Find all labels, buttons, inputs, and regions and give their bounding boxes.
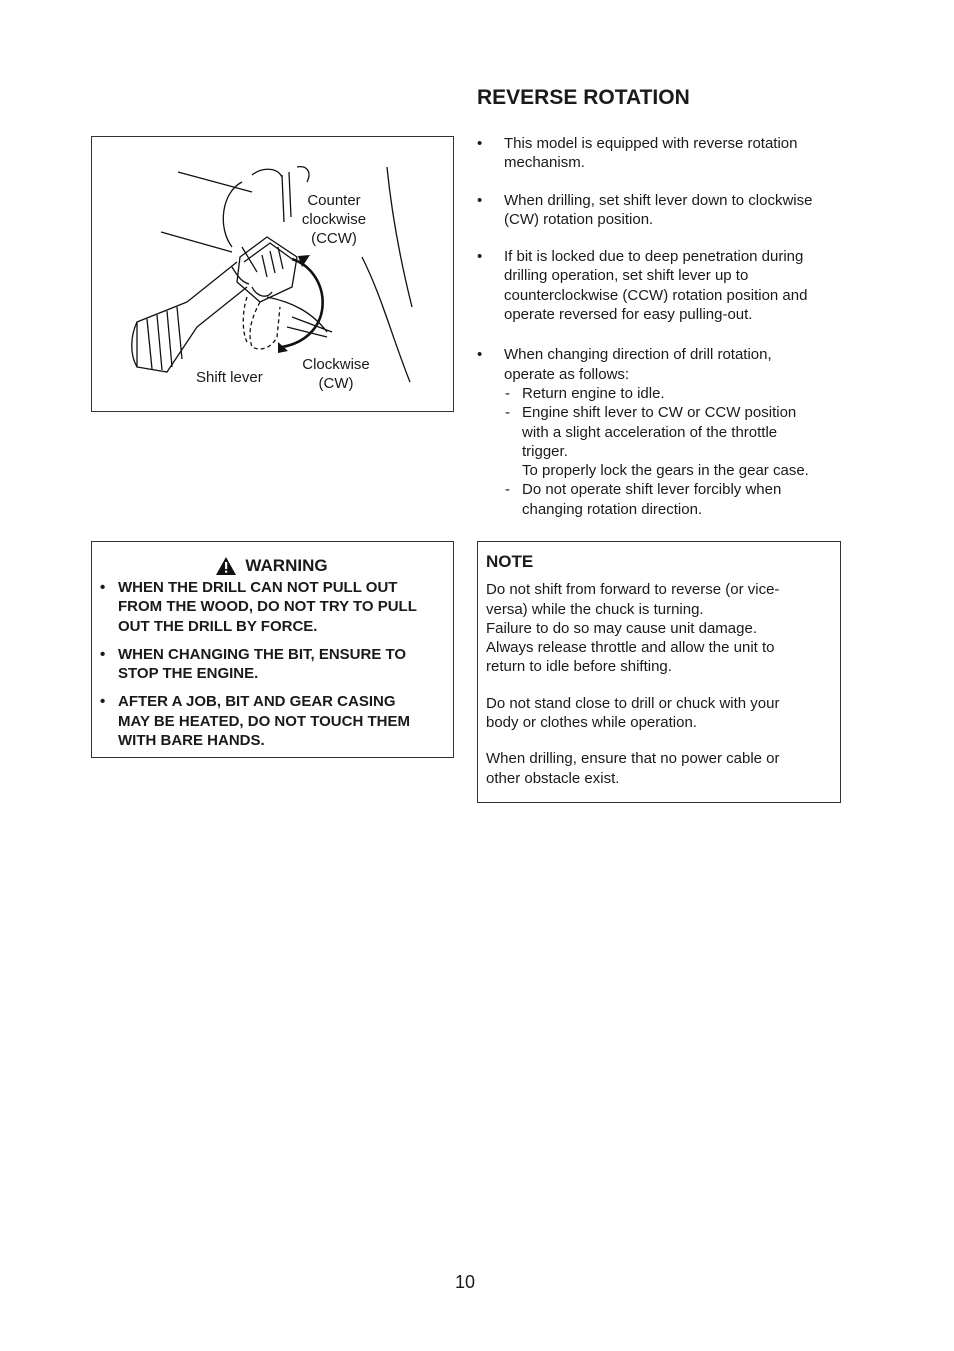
text-line: WHEN CHANGING THE BIT, ENSURE TO bbox=[118, 645, 407, 663]
text-line: counterclockwise (CCW) rotation position and bbox=[504, 286, 808, 304]
text-line: Do not stand close to drill or chuck with your bbox=[486, 694, 780, 712]
bullet-marker: • bbox=[100, 645, 106, 663]
text-line: Do not operate shift lever forcibly when bbox=[522, 481, 782, 499]
dash-marker: - bbox=[505, 384, 510, 402]
sublist-item bbox=[504, 403, 849, 480]
text-line: return to idle before shifting. bbox=[486, 658, 672, 676]
text-line: Always release throttle and allow the unit to bbox=[486, 639, 775, 657]
bullet-marker: • bbox=[477, 346, 483, 364]
text-line: WHEN THE DRILL CAN NOT PULL OUT bbox=[118, 579, 398, 596]
ccw-label-line: (CCW) bbox=[311, 230, 357, 247]
text-line: operate reversed for easy pulling-out. bbox=[504, 306, 753, 324]
note-paragraph bbox=[486, 694, 832, 733]
bullet-marker: • bbox=[100, 693, 106, 711]
warning-heading-text: WARNING bbox=[245, 556, 328, 575]
reverse-rotation-list bbox=[477, 134, 849, 519]
page-title: REVERSE ROTATION bbox=[477, 86, 690, 109]
warning-box bbox=[91, 541, 454, 758]
dash-marker: - bbox=[505, 481, 510, 499]
text-line: changing rotation direction. bbox=[522, 500, 703, 518]
list-item bbox=[477, 345, 849, 519]
bullet-marker: • bbox=[477, 135, 483, 152]
text-line: (CW) rotation position. bbox=[504, 210, 654, 228]
note-box bbox=[477, 541, 841, 803]
text-line: body or clothes while operation. bbox=[486, 714, 697, 732]
cw-label bbox=[286, 355, 386, 393]
bullet-marker: • bbox=[477, 191, 483, 209]
warning-item bbox=[100, 692, 443, 750]
text-line: To properly lock the gears in the gear case. bbox=[522, 462, 809, 480]
text-line: operate as follows: bbox=[504, 365, 630, 383]
list-item bbox=[477, 134, 849, 173]
shift-lever-label: Shift lever bbox=[196, 369, 263, 386]
note-heading: NOTE bbox=[486, 552, 534, 571]
text-line: mechanism. bbox=[504, 154, 585, 172]
text-line: drilling operation, set shift lever up to bbox=[504, 267, 749, 285]
text-line: Return engine to idle. bbox=[522, 384, 665, 402]
shift-lever-illustration bbox=[91, 136, 454, 412]
dash-marker: - bbox=[505, 404, 510, 422]
text-line: If bit is locked due to deep penetration during bbox=[504, 248, 804, 266]
text-line: Do not shift from forward to reverse (or vice- bbox=[486, 581, 780, 599]
cw-label-line: (CW) bbox=[318, 375, 354, 392]
text-line: with a slight acceleration of the throttle bbox=[522, 423, 778, 441]
text-line: WITH BARE HANDS. bbox=[118, 732, 265, 750]
text-line: When drilling, ensure that no power cable or bbox=[486, 750, 780, 768]
text-line: STOP THE ENGINE. bbox=[118, 665, 259, 683]
bullet-marker: • bbox=[477, 248, 483, 266]
warning-triangle-icon bbox=[215, 556, 237, 576]
note-paragraph bbox=[486, 749, 832, 788]
procedure-sublist bbox=[504, 384, 849, 519]
ccw-label-line: clockwise bbox=[301, 211, 367, 228]
warning-list bbox=[100, 578, 443, 750]
drill-shift-lever-drawing bbox=[92, 137, 455, 413]
text-line: When changing direction of drill rotation, bbox=[504, 346, 772, 364]
text-line: This model is equipped with reverse rotation bbox=[504, 135, 798, 152]
text-line: AFTER A JOB, BIT AND GEAR CASING bbox=[118, 693, 396, 711]
sublist-item bbox=[504, 480, 849, 519]
ccw-label-line: Counter bbox=[307, 192, 361, 209]
text-line: versa) while the chuck is turning. bbox=[486, 600, 704, 618]
sublist-item bbox=[504, 384, 849, 403]
note-paragraph bbox=[486, 580, 832, 676]
page-number: 10 bbox=[455, 1272, 476, 1292]
text-line: Failure to do so may cause unit damage. bbox=[486, 619, 757, 637]
list-item bbox=[477, 191, 849, 230]
warning-item bbox=[100, 578, 443, 636]
text-line: FROM THE WOOD, DO NOT TRY TO PULL bbox=[118, 598, 417, 616]
bullet-marker: • bbox=[100, 579, 106, 596]
text-line: When drilling, set shift lever down to clockwise bbox=[504, 191, 813, 209]
text-line: other obstacle exist. bbox=[486, 769, 620, 787]
list-item bbox=[477, 247, 849, 324]
text-line: MAY BE HEATED, DO NOT TOUCH THEM bbox=[118, 712, 410, 730]
warning-heading bbox=[100, 556, 443, 576]
cw-label-line: Clockwise bbox=[302, 356, 370, 373]
text-line: OUT THE DRILL BY FORCE. bbox=[118, 617, 318, 635]
text-line: Engine shift lever to CW or CCW position bbox=[522, 404, 797, 422]
text-line: trigger. bbox=[522, 442, 568, 460]
ccw-label bbox=[286, 191, 382, 248]
warning-item bbox=[100, 645, 443, 684]
